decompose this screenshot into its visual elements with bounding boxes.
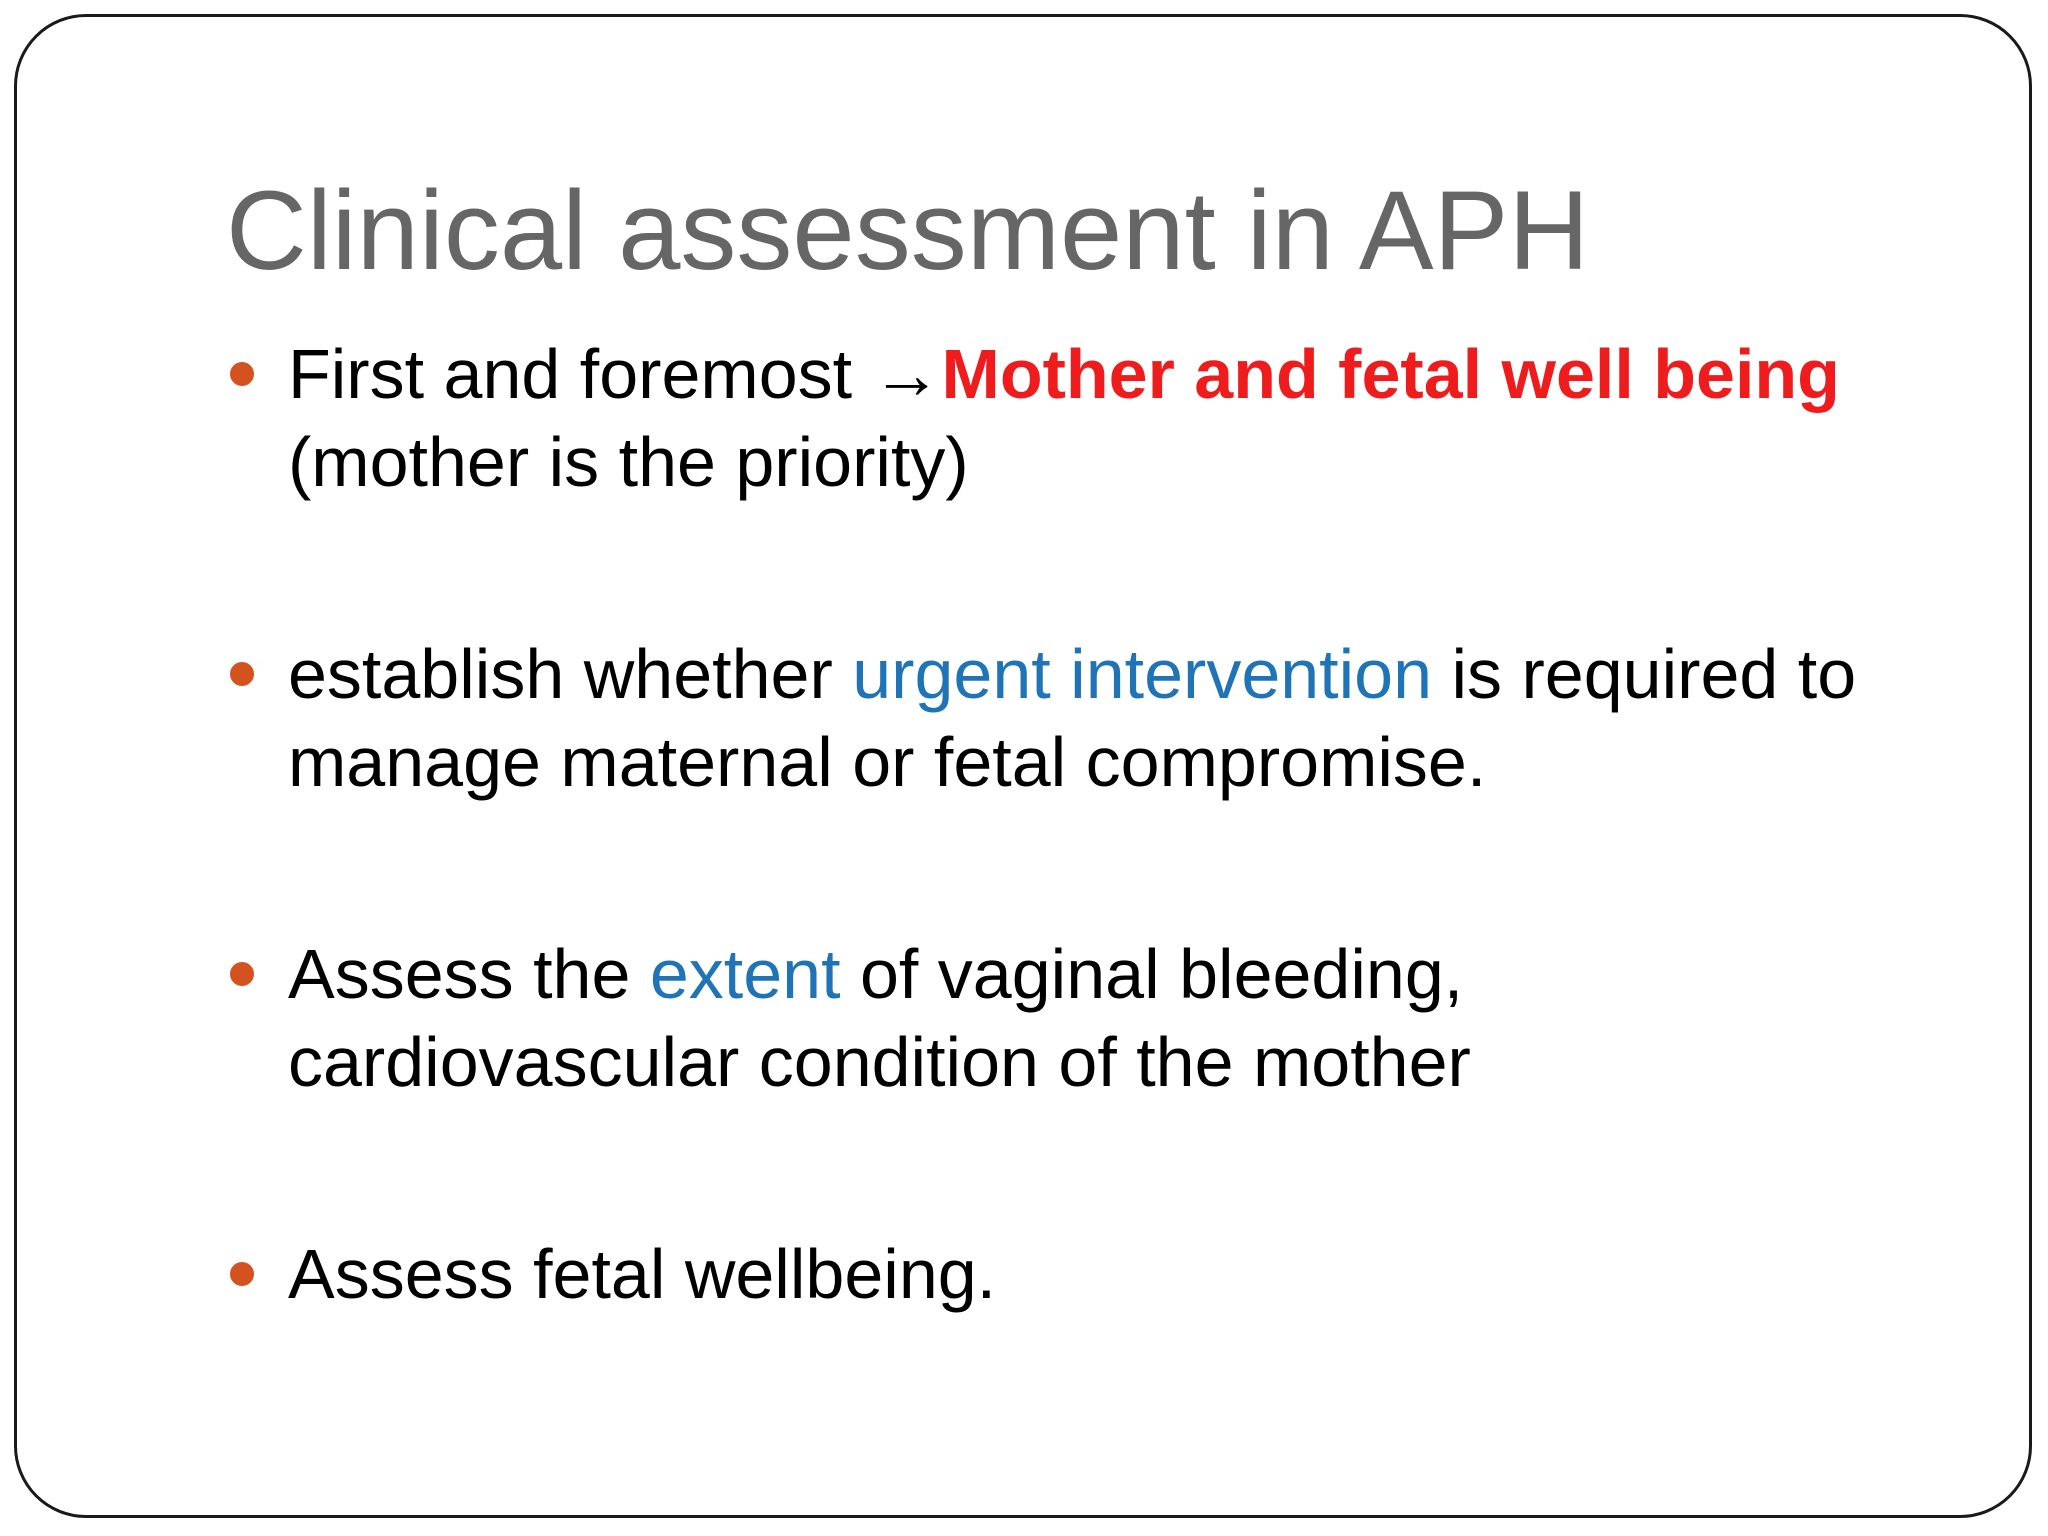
bullet-text-prefix: First and foremost → [288,335,942,413]
bullet-dot-icon [230,1262,254,1286]
bullet-item [226,1230,1906,1318]
bullet-item [226,930,1906,1106]
bullet-text-suffix: is required to manage maternal or fetal compromise. [288,635,1857,801]
bullet-item [226,630,1906,806]
bullet-item [226,330,1906,506]
bullet-list [226,330,1906,1318]
slide-title: Clinical assessment in APH [226,168,1590,293]
bullet-emphasis: urgent intervention [852,635,1433,713]
bullet-dot-icon [230,962,254,986]
bullet-text-prefix: establish whether [288,635,853,713]
bullet-emphasis: extent [649,935,841,1013]
bullet-dot-icon [230,662,254,686]
bullet-text [288,635,1856,801]
bullet-text [288,935,1471,1101]
bullet-text-prefix: Assess the [288,935,650,1013]
bullet-emphasis: Mother and fetal well being [941,335,1840,413]
bullet-text-suffix: (mother is the priority) [288,423,969,501]
bullet-dot-icon [230,362,254,386]
bullet-text: Assess fetal wellbeing. [288,1235,997,1313]
bullet-text-suffix: of vaginal bleeding, cardiovascular condition of the mother [288,935,1471,1101]
bullet-text [288,335,1840,501]
